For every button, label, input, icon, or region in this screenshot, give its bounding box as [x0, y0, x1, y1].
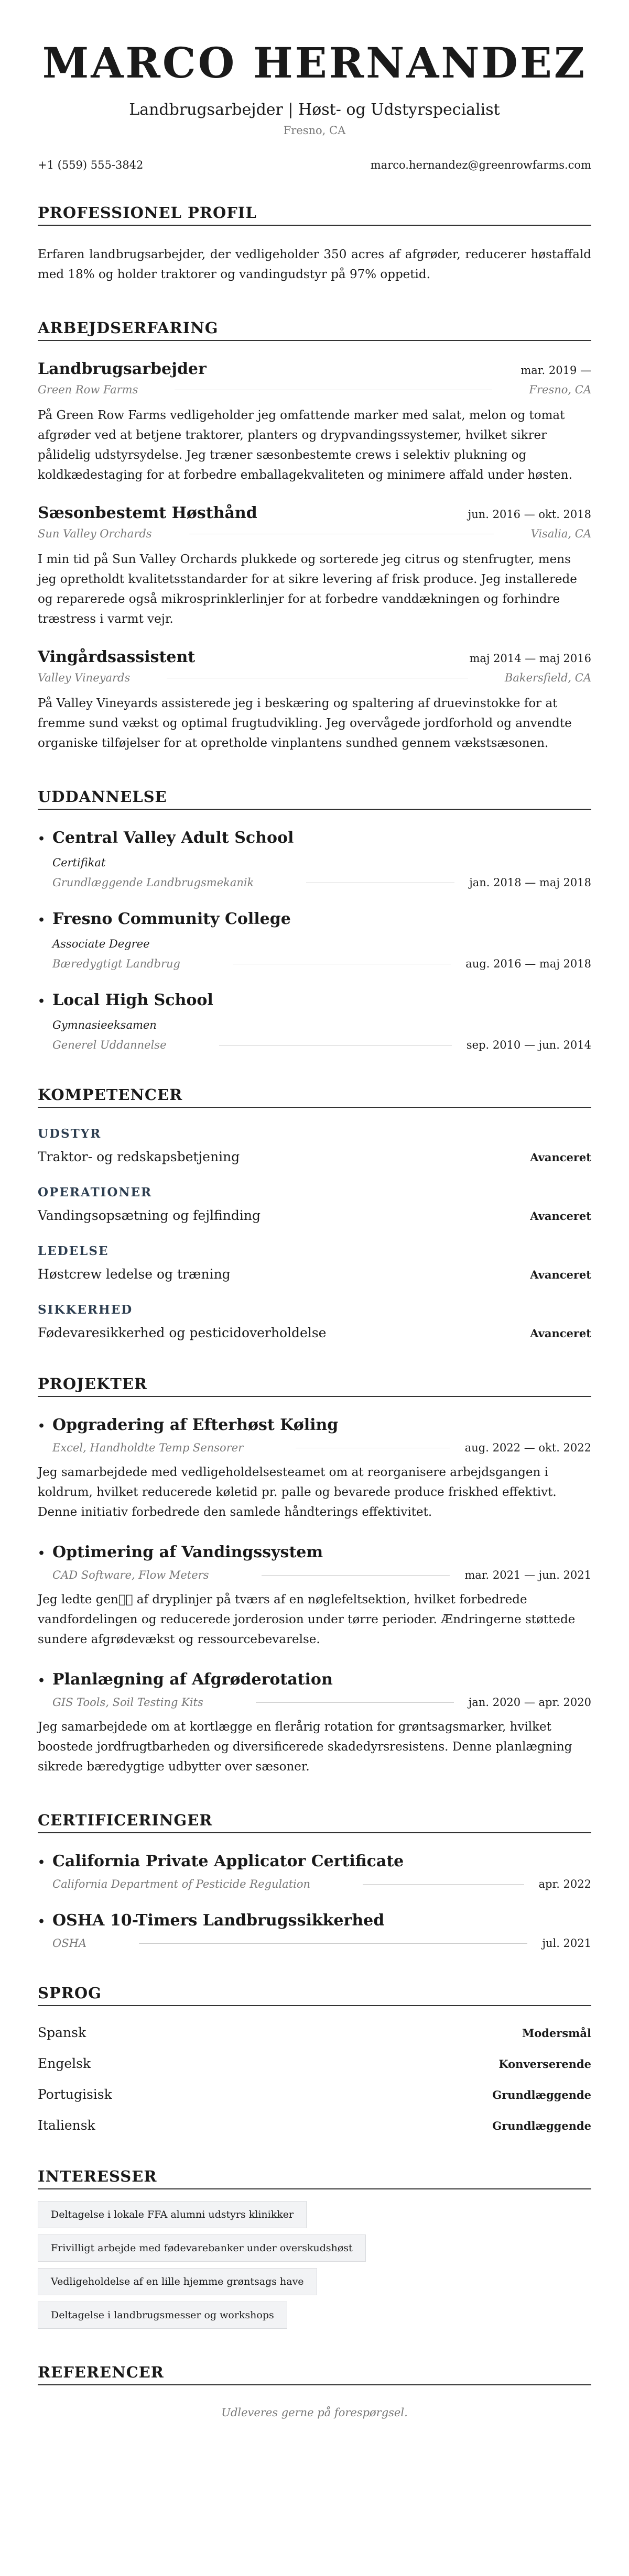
skill-category: UDSTYR	[38, 1127, 102, 1141]
projects-section	[38, 1375, 591, 1777]
job-location: Fresno, CA	[529, 383, 591, 396]
interests-section	[38, 2167, 591, 2329]
section-title-profile: PROFESSIONEL PROFIL	[38, 204, 591, 226]
language-name: Spansk	[38, 2025, 86, 2040]
section-title-languages: SPROG	[38, 1984, 591, 2006]
language-name: Engelsk	[38, 2056, 91, 2071]
job-date: jun. 2016 — okt. 2018	[468, 508, 591, 521]
education-entry	[38, 910, 591, 970]
field-of-study: Grundlæggende Landbrugsmekanik	[52, 876, 254, 889]
skills-section	[38, 1086, 591, 1340]
bullet-icon: •	[38, 1419, 46, 1433]
profile-text: Erfaren landbrugsarbejder, der vedligeholder 350 acres af afgrøder, reducerer høstaffald med 18% og holder traktorer og vandingudstyr på 97% oppetid.	[38, 248, 591, 281]
language-row	[38, 2056, 591, 2071]
skill-level: Avanceret	[530, 1268, 591, 1281]
language-level: Modersmål	[522, 2027, 591, 2040]
language-row	[38, 2118, 591, 2133]
bullet-icon: •	[38, 1674, 46, 1688]
project-date: jan. 2020 — apr. 2020	[468, 1696, 591, 1709]
contact-row	[38, 159, 591, 171]
skill-group	[38, 1185, 591, 1223]
certification-date: jul. 2021	[542, 1937, 591, 1950]
job-company: Green Row Farms	[38, 383, 138, 396]
project-title: Opgradering af Efterhøst Køling	[52, 1416, 339, 1434]
bullet-icon: •	[38, 1915, 46, 1929]
skill-category: SIKKERHED	[38, 1303, 133, 1317]
job-title: Vingårdsassistent	[38, 648, 196, 666]
bullet-icon: •	[38, 1547, 46, 1560]
job-date: maj 2014 — maj 2016	[469, 652, 591, 665]
section-title-certifications: CERTIFICERINGER	[38, 1811, 591, 1833]
certifications-section	[38, 1811, 591, 1950]
section-title-references: REFERENCER	[38, 2363, 591, 2385]
skill-level: Avanceret	[530, 1151, 591, 1164]
section-title-interests: INTERESSER	[38, 2167, 591, 2189]
language-name: Italiensk	[38, 2118, 95, 2133]
certification-title: California Private Applicator Certificate	[52, 1852, 404, 1870]
job-location: Visalia, CA	[530, 527, 591, 540]
language-row	[38, 2087, 591, 2102]
job-entry	[38, 648, 591, 753]
job-description: På Green Row Farms vedligeholder jeg omfattende marker med salat, melon og tomat afgrøder ved at betjene traktorer, planters og drypvandingssystemer, hvilket sikrer pålidelig udstyrsydelse. Jeg træner sæsonbestemte crews i selektiv plukning og koldkædestaging for at forbedre emballagekvaliteten og minimere affald under høsten.	[38, 409, 572, 482]
project-tools: Excel, Handholdte Temp Sensorer	[52, 1441, 244, 1454]
project-entry	[38, 1416, 591, 1522]
profile-section	[38, 204, 591, 284]
job-company: Valley Vineyards	[38, 671, 131, 684]
degree: Associate Degree	[52, 938, 150, 950]
job-entry	[38, 504, 591, 629]
skill-category: LEDELSE	[38, 1244, 109, 1258]
bullet-icon: •	[38, 1856, 46, 1869]
interest-tag: Deltagelse i landbrugsmesser og workshops	[38, 2302, 287, 2329]
experience-section	[38, 319, 591, 753]
interest-tag: Deltagelse i lokale FFA alumni udstyrs klinikker	[38, 2201, 307, 2228]
phone-number[interactable]: +1 (559) 555-3842	[38, 159, 144, 171]
languages-section	[38, 1984, 591, 2133]
divider	[139, 1943, 527, 1944]
job-company: Sun Valley Orchards	[38, 527, 152, 540]
resume-header	[38, 38, 591, 171]
candidate-location: Fresno, CA	[283, 124, 346, 137]
project-date: aug. 2022 — okt. 2022	[464, 1441, 591, 1454]
skill-level: Avanceret	[530, 1327, 591, 1340]
section-title-projects: PROJEKTER	[38, 1375, 591, 1397]
job-location: Bakersfield, CA	[504, 671, 591, 684]
section-title-skills: KOMPETENCER	[38, 1086, 591, 1108]
skill-category: OPERATIONER	[38, 1185, 153, 1199]
email-address[interactable]: marco.hernandez@greenrowfarms.com	[370, 159, 591, 171]
school-name: Local High School	[52, 991, 213, 1009]
education-date: jan. 2018 — maj 2018	[469, 876, 591, 889]
education-date: sep. 2010 — jun. 2014	[466, 1039, 591, 1051]
skill-name: Høstcrew ledelse og træning	[38, 1267, 231, 1282]
certification-issuer: California Department of Pesticide Regulation	[52, 1878, 311, 1890]
job-description: I min tid på Sun Valley Orchards plukkede og sorterede jeg citrus og stenfrugter, mens jeg opretholdt kvalitetsstandarder for at sikre levering af frisk produce. Jeg installerede og reparerede også mikrosprinklerlinjer for at forbedre vanddækningen og forhindre træstress i varmt vejr.	[38, 553, 577, 626]
references-text: Udleveres gerne på forespørgsel.	[221, 2406, 408, 2419]
section-title-education: UDDANNELSE	[38, 788, 591, 810]
language-level: Grundlæggende	[492, 2119, 591, 2132]
skill-name: Fødevaresikkerhed og pesticidoverholdelse	[38, 1325, 327, 1340]
project-entry	[38, 1670, 591, 1777]
education-date: aug. 2016 — maj 2018	[465, 957, 591, 970]
project-entry	[38, 1543, 591, 1649]
project-title: Optimering af Vandingssystem	[52, 1543, 323, 1561]
certification-date: apr. 2022	[538, 1878, 591, 1890]
project-description: Jeg ledte gen   af dryplinjer på tværs af en nøglefeltsektion, hvilket forbedrede vandfordelingen og reducerede jorderosion under tørre perioder. Ændringerne støttede sundere afgrødevækst og ressourcebevarelse.	[38, 1593, 576, 1646]
interest-tag: Frivilligt arbejde med fødevarebanker under overskudshøst	[38, 2234, 366, 2262]
skill-name: Traktor- og redskapsbetjening	[38, 1149, 240, 1164]
project-tools: CAD Software, Flow Meters	[52, 1569, 209, 1581]
job-title: Sæsonbestemt Høsthånd	[38, 504, 257, 522]
certification-title: OSHA 10-Timers Landbrugssikkerhed	[52, 1911, 385, 1930]
skill-level: Avanceret	[530, 1209, 591, 1223]
school-name: Fresno Community College	[52, 910, 291, 928]
field-of-study: Generel Uddannelse	[52, 1039, 167, 1051]
school-name: Central Valley Adult School	[52, 829, 294, 847]
candidate-name: MARCO HERNANDEZ	[42, 38, 587, 87]
project-tools: GIS Tools, Soil Testing Kits	[52, 1696, 203, 1709]
skill-group	[38, 1244, 591, 1282]
job-description: På Valley Vineyards assisterede jeg i beskæring og spaltering af druevinstokke for at fremme sund vækst og optimal frugtudvikling. Jeg overvågede jordforhold og anvendte organiske tilføjelser for at opretholde vinplantens sundhed gennem vækstsæsonen.	[38, 697, 572, 750]
language-name: Portugisisk	[38, 2087, 112, 2102]
project-description: Jeg samarbejdede med vedligeholdelsesteamet om at reorganisere arbejdsgangen i koldrum, hvilket reducerede køletid pr. palle og bevarede produce friskhed effektivt. Denne initiativ forbedrede den samlede håndterings effektivitet.	[38, 1466, 557, 1519]
degree: Gymnasieeksamen	[52, 1019, 157, 1031]
interest-tags	[38, 2201, 591, 2329]
education-entry	[38, 829, 591, 889]
bullet-icon: •	[38, 913, 46, 927]
job-date: mar. 2019 —	[520, 364, 591, 377]
skill-group	[38, 1303, 591, 1340]
job-entry	[38, 360, 591, 485]
project-date: mar. 2021 — jun. 2021	[464, 1569, 591, 1581]
section-title-experience: ARBEJDSERFARING	[38, 319, 591, 341]
skill-group	[38, 1127, 591, 1164]
candidate-role: Landbrugsarbejder | Høst- og Udstyrspecialist	[129, 101, 500, 119]
interest-tag: Vedligeholdelse af en lille hjemme grøntsags have	[38, 2268, 317, 2295]
job-title: Landbrugsarbejder	[38, 360, 207, 378]
divider	[363, 1884, 524, 1885]
skill-name: Vandingsopsætning og fejlfinding	[38, 1208, 261, 1223]
language-row	[38, 2025, 591, 2040]
project-description: Jeg samarbejdede om at kortlægge en flerårig rotation for grøntsagsmarker, hvilket boostede jordfrugtbarheden og diversificerede skadedyrsresistens. Denne planlægning sikrede bæredygtige udbytter over sæsoner.	[38, 1720, 572, 1774]
certification-entry	[38, 1911, 591, 1950]
divider	[256, 1702, 454, 1703]
degree: Certifikat	[52, 856, 106, 869]
bullet-icon: •	[38, 995, 46, 1008]
language-level: Grundlæggende	[492, 2088, 591, 2101]
certification-issuer: OSHA	[52, 1937, 87, 1950]
references-section	[38, 2363, 591, 2419]
education-entry	[38, 991, 591, 1051]
bullet-icon: •	[38, 832, 46, 846]
education-section	[38, 788, 591, 1051]
language-level: Konverserende	[498, 2057, 591, 2071]
certification-entry	[38, 1852, 591, 1890]
field-of-study: Bæredygtigt Landbrug	[52, 957, 180, 970]
project-title: Planlægning af Afgrøderotation	[52, 1670, 333, 1689]
divider	[262, 1575, 450, 1576]
